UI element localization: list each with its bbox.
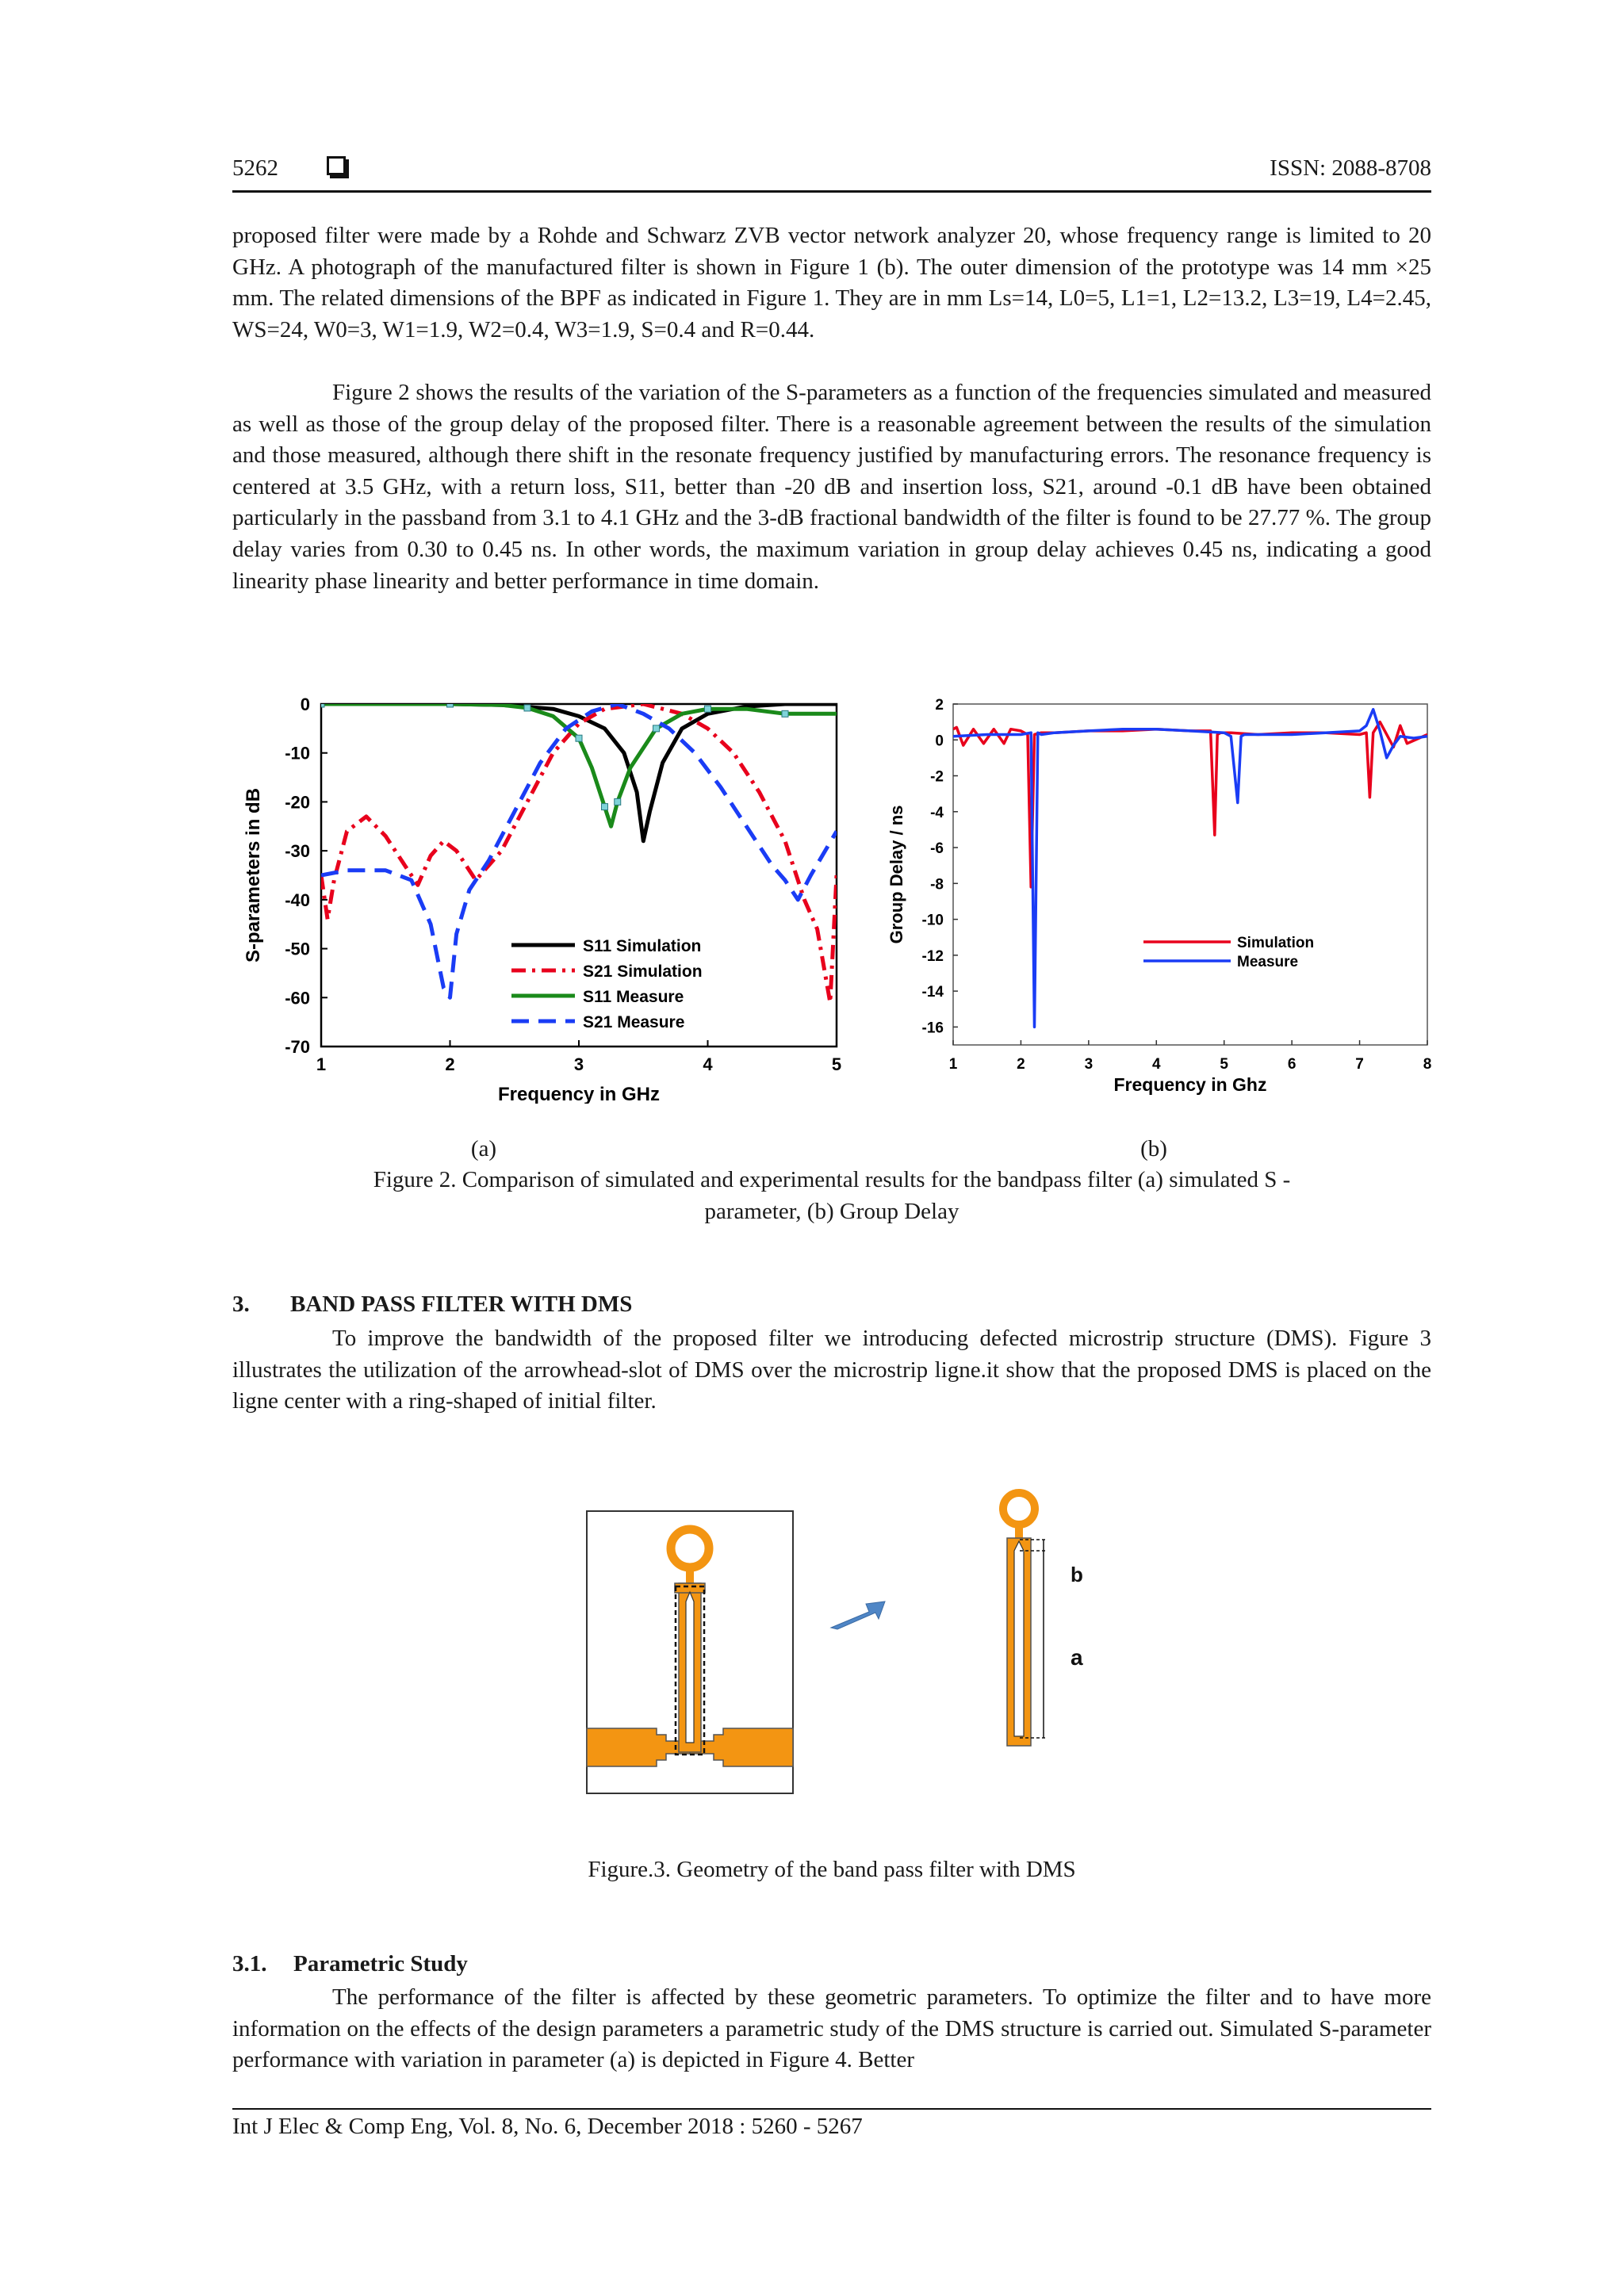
data-marker bbox=[653, 725, 660, 732]
y-tick-label: -10 bbox=[285, 743, 310, 763]
dim-label-a: a bbox=[1071, 1645, 1083, 1670]
y-tick-label: -20 bbox=[285, 792, 310, 813]
y-tick-label: -70 bbox=[285, 1037, 310, 1057]
y-axis-label: Group Delay / ns bbox=[887, 805, 906, 944]
y-tick-label: 0 bbox=[935, 733, 944, 750]
ring-stub bbox=[686, 1566, 694, 1583]
y-tick-label: 0 bbox=[300, 695, 310, 714]
plot-area bbox=[953, 704, 1427, 1045]
zoom-ring bbox=[1003, 1493, 1035, 1525]
y-tick-label: -60 bbox=[285, 988, 310, 1008]
checkbox-icon bbox=[327, 156, 346, 175]
x-tick-label: 6 bbox=[1287, 1056, 1297, 1073]
legend-label-1: S11 Simulation bbox=[583, 937, 702, 955]
y-tick-label: -50 bbox=[285, 939, 310, 959]
issn: ISSN: 2088-8708 bbox=[1270, 155, 1431, 181]
y-tick-label: -12 bbox=[921, 947, 944, 965]
data-marker bbox=[705, 706, 711, 712]
x-tick-label: 8 bbox=[1423, 1056, 1432, 1073]
x-axis-label: Frequency in Ghz bbox=[1113, 1074, 1267, 1095]
figure3-geometry bbox=[571, 1467, 1110, 1800]
y-tick-label: -2 bbox=[930, 768, 944, 786]
section31-number: 3.1. bbox=[232, 1951, 267, 1976]
legend-label-3: S11 Measure bbox=[583, 988, 684, 1006]
figure3-caption: Figure.3. Geometry of the band pass filter with DMS bbox=[588, 1857, 1076, 1882]
zoom-slot bbox=[1014, 1541, 1024, 1736]
paragraph-3: To improve the bandwidth of the proposed filter we introducing defected microstrip structure (DMS). Figure 3 illustrates the utilization of the arrowhead-slot of DMS over the microstrip ligne.it show that the proposed DMS is placed on the ligne center with a ring-shaped of initial filter. bbox=[232, 1326, 1431, 1414]
legend-label-2: S21 Simulation bbox=[583, 962, 703, 981]
page-number: 5262 bbox=[232, 155, 278, 181]
paragraph-2: Figure 2 shows the results of the variation of the S-parameters as a function of the frequencies simulated and measured as well as those of the group delay of the proposed filter. There is a reasonable agreement between the results of the simulation and those measured, although there shift in the resonate frequency justified by manufacturing errors. The resonance frequency is centered at 3.5 GHz, with a return loss, S11, better than -20 dB and insertion loss, S21, around -0.1 dB have been obtained particularly in the passband from 3.1 to 4.1 GHz and the 3-dB fractional bandwidth of the filter is found to be 27.77 %. The group delay varies from 0.30 to 0.45 ns. In other words, the maximum variation in group delay achieves 0.45 ns, indicating a good linearity phase linearity and better performance in time domain. bbox=[232, 380, 1431, 594]
x-tick-label: 1 bbox=[316, 1054, 327, 1074]
data-marker bbox=[602, 804, 608, 810]
section3-number: 3. bbox=[232, 1292, 250, 1317]
y-tick-label: -14 bbox=[921, 984, 944, 1001]
data-marker bbox=[615, 798, 621, 805]
arrowhead-slot bbox=[686, 1592, 694, 1743]
x-tick-label: 2 bbox=[1017, 1056, 1025, 1073]
data-marker bbox=[576, 735, 582, 741]
dim-label-b: b bbox=[1071, 1563, 1083, 1586]
y-tick-label: -16 bbox=[921, 1020, 944, 1037]
section3-title: BAND PASS FILTER WITH DMS bbox=[290, 1292, 633, 1317]
x-tick-label: 2 bbox=[445, 1054, 455, 1074]
x-tick-label: 5 bbox=[1220, 1056, 1229, 1073]
paragraph-4: The performance of the filter is affected by these geometric parameters. To optimize the filter and to have more information on the effects of the design parameters a parametric study of the DMS structure is carried out. Simulated S-parameter performance with variation in parameter (a) is depicted in Figure 4. Better bbox=[232, 1984, 1431, 2073]
data-marker bbox=[782, 710, 788, 717]
y-tick-label: -4 bbox=[930, 804, 944, 821]
figure2-label-b: (b) bbox=[1140, 1136, 1167, 1161]
x-tick-label: 3 bbox=[1084, 1056, 1094, 1073]
footer-citation: Int J Elec & Comp Eng, Vol. 8, No. 6, December 2018 : 5260 - 5267 bbox=[232, 2114, 863, 2139]
paragraph-1: proposed filter were made by a Rohde and Schwarz ZVB vector network analyzer 20, whose frequency range is limited to 20 GHz. A photograph of the manufactured filter is shown in Figure 1 (b). The outer dimension of the prototype was 14 mm ×25 mm. The related dimensions of the BPF as indicated in Figure 1. They are in mm Ls=14, L0=5, L1=1, L2=13.2, L3=19, L4=2.45, WS=24, W0=3, W1=1.9, W2=0.4, W3=1.9, S=0.4 and R=0.44. bbox=[232, 223, 1431, 342]
x-tick-label: 3 bbox=[573, 1054, 584, 1074]
section31-title: Parametric Study bbox=[293, 1951, 468, 1976]
legend-label-2: Measure bbox=[1237, 954, 1299, 970]
y-axis-label: S-parameters in dB bbox=[243, 787, 264, 963]
x-tick-label: 4 bbox=[1151, 1056, 1161, 1073]
y-tick-label: -8 bbox=[930, 876, 944, 894]
data-marker bbox=[524, 705, 530, 711]
figure2-label-a: (a) bbox=[470, 1136, 497, 1161]
legend-label-1: Simulation bbox=[1237, 935, 1315, 951]
arrow-icon bbox=[831, 1601, 885, 1629]
figure2-caption-line1: Figure 2. Comparison of simulated and experimental results for the bandpass filter (a) simulated S - bbox=[373, 1167, 1291, 1192]
x-axis-label: Frequency in GHz bbox=[497, 1084, 661, 1104]
header-rule bbox=[232, 190, 1431, 193]
x-tick-label: 4 bbox=[703, 1054, 713, 1074]
chart-group-delay bbox=[879, 688, 1434, 1100]
x-tick-label: 1 bbox=[948, 1056, 958, 1073]
y-tick-label: -30 bbox=[285, 841, 310, 862]
zoom-ring-stub bbox=[1015, 1524, 1023, 1540]
plot-area bbox=[321, 704, 837, 1047]
chart-s-parameters bbox=[232, 688, 876, 1104]
y-tick-label: 2 bbox=[935, 697, 944, 714]
y-tick-label: -10 bbox=[921, 912, 944, 929]
figure2-caption-line2: parameter, (b) Group Delay bbox=[704, 1199, 959, 1224]
x-tick-label: 5 bbox=[831, 1054, 842, 1074]
legend-label-4: S21 Measure bbox=[583, 1013, 685, 1031]
y-tick-label: -6 bbox=[930, 840, 944, 858]
footer-rule bbox=[232, 2108, 1431, 2110]
x-tick-label: 7 bbox=[1355, 1056, 1364, 1073]
y-tick-label: -40 bbox=[285, 890, 310, 910]
